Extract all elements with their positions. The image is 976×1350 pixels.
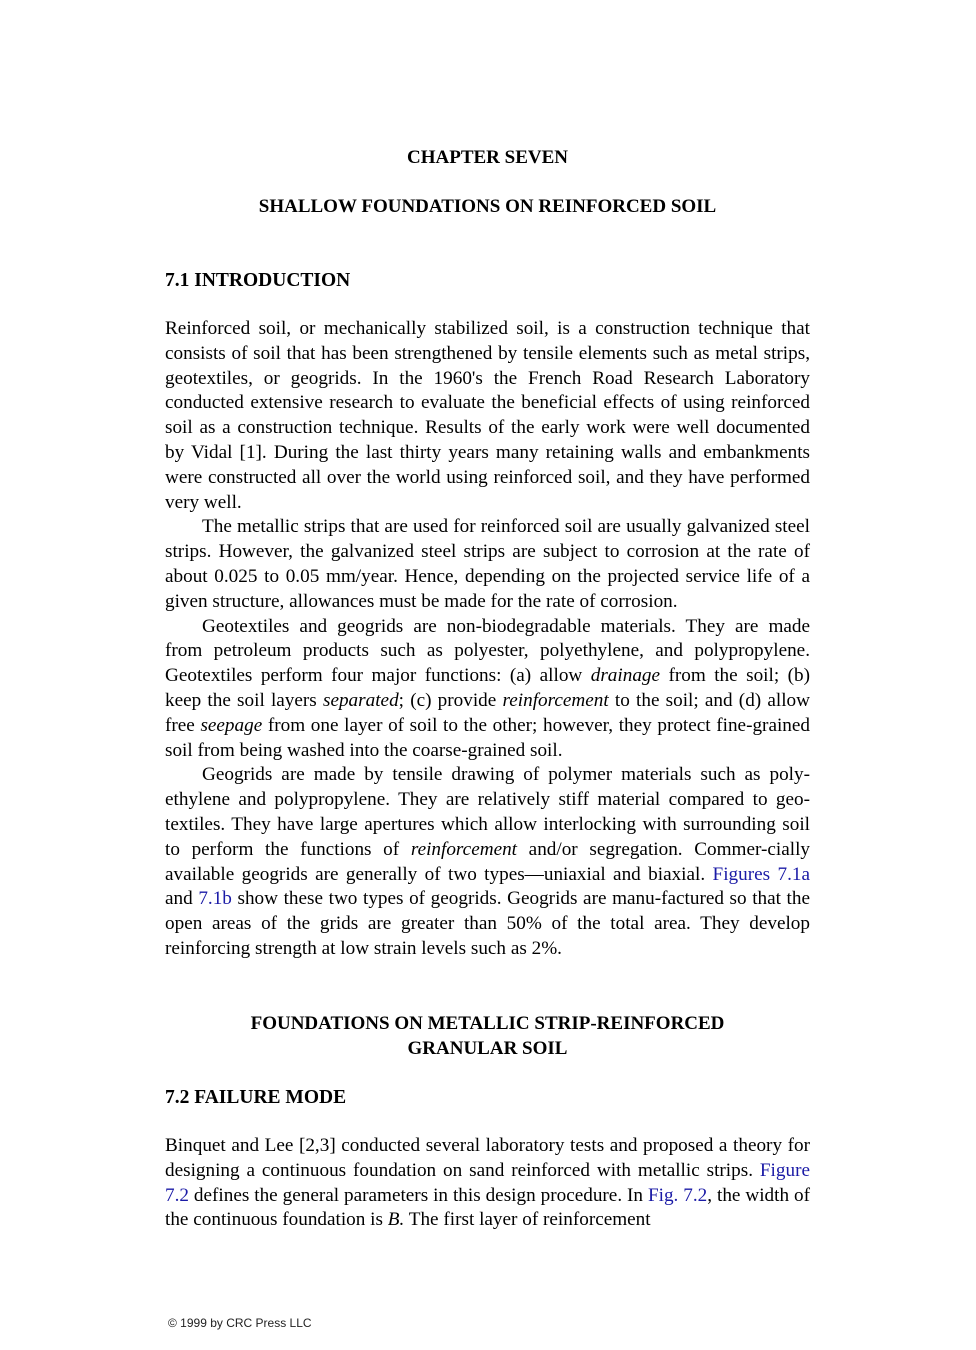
text-run: from one layer of soil to the other; however, they protect fine-grained soil from being washed into the coarse-grained soil. xyxy=(165,714,811,761)
chapter-title: SHALLOW FOUNDATIONS ON REINFORCED SOIL xyxy=(258,196,717,217)
part-heading-line-1: FOUNDATIONS ON METALLIC STRIP-REINFORCED xyxy=(250,1013,725,1034)
section-heading-failure-mode: 7.2 FAILURE MODE xyxy=(165,1087,347,1108)
emphasis-reinforcement: reinforcement xyxy=(410,838,518,860)
text-run: and/or segregation. Commer-cially available geogrids are generally of two types—uniaxial and biaxial. xyxy=(165,838,811,885)
section-heading-introduction: 7.1 INTRODUCTION xyxy=(165,270,351,291)
text-run: , the width of the continuous foundation is xyxy=(165,1184,810,1231)
introduction-body xyxy=(165,317,810,962)
paragraph-geogrids xyxy=(165,763,810,961)
paragraph-geotextiles xyxy=(165,615,810,764)
text-run: ; (c) provide xyxy=(398,689,503,711)
link-figure-7-1a[interactable]: Figures 7.1a xyxy=(712,863,810,885)
text-run: The first layer of reinforcement xyxy=(404,1209,651,1231)
text-run: Geotextiles and geogrids are non-biodegradable materials. They are made from petroleum products such as polyester, polyethylene, and polypropylene. Geotextiles perform four major functions: (a) allow xyxy=(165,615,810,687)
chapter-label: CHAPTER SEVEN xyxy=(407,147,568,168)
text-run: from the soil; (b) keep the soil layers xyxy=(165,665,810,711)
emphasis-separated: separated xyxy=(322,689,399,711)
link-fig-7-2[interactable]: Fig. 7.2 xyxy=(647,1184,708,1206)
text-run: show these two types of geogrids. Geogrids are manu-factured so that the open areas of the grids are greater than 50% of the total area. They develop reinforcing strength at low strain levels such as 2%. xyxy=(165,888,810,959)
emphasis-b-variable: B. xyxy=(387,1209,405,1231)
emphasis-reinforcement: reinforcement xyxy=(502,689,609,711)
link-figure-7-1b[interactable]: 7.1b xyxy=(198,888,232,910)
paragraph-metallic-strips: The metallic strips that are used for reinforced soil are usually galvanized steel strips. However, the galvanized steel strips are subject to corrosion at the rate of about 0.025 to 0.05 mm/year. Hence, depending on the projected service life of a given structure, allowances must be made for the rate of corrosion. xyxy=(165,516,810,612)
text-run: Binquet and Lee [2,3] conducted several laboratory tests and proposed a theory for designing a continuous foundation on sand reinforced with metallic strips. xyxy=(165,1135,810,1181)
copyright-footer: © 1999 by CRC Press LLC xyxy=(168,1316,312,1330)
paragraph-binquet-lee xyxy=(165,1134,810,1233)
link-figure-7-2[interactable]: Figure 7.2 xyxy=(165,1159,810,1206)
text-run: defines the general parameters in this design procedure. In xyxy=(188,1184,648,1206)
text-run: to the soil; and (d) allow free xyxy=(165,689,811,736)
part-heading-line-2: GRANULAR SOIL xyxy=(407,1038,568,1059)
emphasis-seepage: seepage xyxy=(200,714,263,736)
paragraph-reinforced-soil: Reinforced soil, or mechanically stabilized soil, is a construction technique that consists of soil that has been strengthened by tensile elements such as metal strips, geotextiles, or geogrids. In the 1960's the French Road Research Laboratory conducted extensive research to evaluate the beneficial effects of using reinforced soil as a construction technique. Results of the early work were well documented by Vidal [1]. During the last thirty years many retaining walls and embankments were constructed all over the world using reinforced soil, and they have performed very well. xyxy=(165,318,810,513)
text-run: Geogrids are made by tensile drawing of polymer materials such as poly-ethylene and polypropylene. They are relatively stiff material compared to geo-textiles. They have large apertures which allow interlocking with surrounding soil to perform the functions of xyxy=(165,764,810,860)
text-run: and xyxy=(165,888,199,910)
emphasis-drainage: drainage xyxy=(590,665,661,687)
failure-mode-body xyxy=(165,1134,810,1233)
